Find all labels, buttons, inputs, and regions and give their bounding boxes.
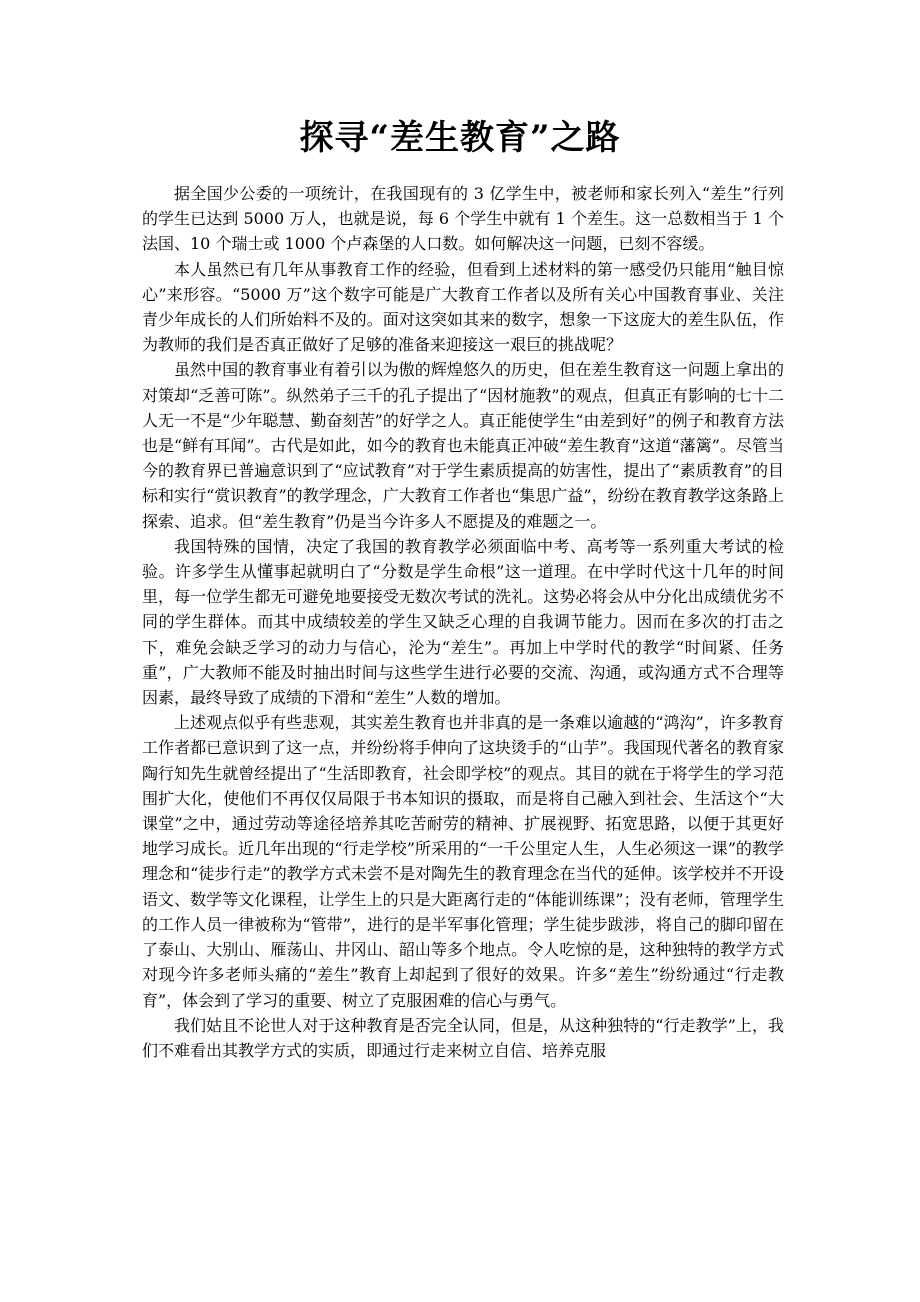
paragraph: 我国特殊的国情，决定了我国的教育教学必须面临中考、高考等一系列重大考试的检验。许多学生从懂事起就明白了“分数是学生命根”这一道理。在中学时代这十几年的时间里，每一位学生都无可避免地要接受无数次考试的洗礼。这势必将会从中分化出成绩优劣不同的学生群体。而其中成绩较差的学生又缺乏心理的自我调节能力。因而在多次的打击之下，难免会缺乏学习的动力与信心，沦为“差生”。再加上中学时代的教学“时间紧、任务重”，广大教师不能及时抽出时间与这些学生进行必要的交流、沟通，或沟通方式不合理等因素，最终导致了成绩的下滑和“差生”人数的增加。 [142, 536, 784, 708]
document-title: 探寻“差生教育”之路 [299, 118, 621, 158]
document-body [142, 181, 784, 1063]
paragraph: 上述观点似乎有些悲观，其实差生教育也并非真的是一条难以逾越的“鸿沟”，许多教育工作者都已意识到了这一点，并纷纷将手伸向了这块烫手的“山芋”。我国现代著名的教育家陶行知先生就曾经提出了“生活即教育，社会即学校”的观点。其目的就在于将学生的学习范围扩大化，使他们不再仅仅局限于书本知识的摄取，而是将自己融入到社会、生活这个“大课堂”之中，通过劳动等途径培养其吃苦耐劳的精神、扩展视野、拓宽思路，以便于其更好地学习成长。近几年出现的“行走学校”所采用的“一千公里定人生，人生必须这一课”的教学理念和“徒步行走”的教学方式未尝不是对陶先生的教育理念在当代的延伸。该学校并不开设语文、数学等文化课程，让学生上的只是大距离行走的“体能训练课”；没有老师，管理学生的工作人员一律被称为“管带”，进行的是半军事化管理；学生徒步跋涉，将自己的脚印留在了泰山、大别山、雁荡山、井冈山、韶山等多个地点。令人吃惊的是，这种独特的教学方式对现今许多老师头痛的“差生”教育上却起到了很好的效果。许多“差生”纷纷通过“行走教育”，体会到了学习的重要、树立了克服困难的信心与勇气。 [142, 713, 784, 1010]
paragraph: 我们姑且不论世人对于这种教育是否完全认同，但是，从这种独特的“行走教学”上，我们不难看出其教学方式的实质，即通过行走来树立自信、培养克服 [142, 1015, 784, 1060]
paragraph: 虽然中国的教育事业有着引以为傲的辉煌悠久的历史，但在差生教育这一问题上拿出的对策却“乏善可陈”。纵然弟子三千的孔子提出了“因材施教”的观点，但真正有影响的七十二人无一不是“少年聪慧、勤奋刻苦”的好学之人。真正能使学生“由差到好”的例子和教育方法也是“鲜有耳闻”。古代是如此，如今的教育也未能真正冲破“差生教育”这道“藩篱”。尽管当今的教育界已普遍意识到了“应试教育”对于学生素质提高的妨害性，提出了“素质教育”的目标和实行“赏识教育”的教学理念，广大教育工作者也“集思广益”，纷纷在教育教学这条路上探索、追求。但“差生教育”仍是当今许多人不愿提及的难题之一。 [142, 360, 784, 531]
paragraph: 据全国少公委的一项统计，在我国现有的 3 亿学生中，被老师和家长列入“差生”行列的学生已达到 5000 万人，也就是说，每 6 个学生中就有 1 个差生。这一总数相当于 1 个法国、10 个瑞士或 1000 个卢森堡的人口数。如何解决这一问题，已刻不容缓。 [142, 184, 784, 254]
paragraph: 本人虽然已有几年从事教育工作的经验，但看到上述材料的第一感受仍只能用“触目惊心”来形容。“5000 万”这个数字可能是广大教育工作者以及所有关心中国教育事业、关注青少年成长的人们所始料不及的。面对这突如其来的数字，想象一下这庞大的差生队伍，作为教师的我们是否真正做好了足够的准备来迎接这一艰巨的挑战呢？ [142, 259, 784, 355]
